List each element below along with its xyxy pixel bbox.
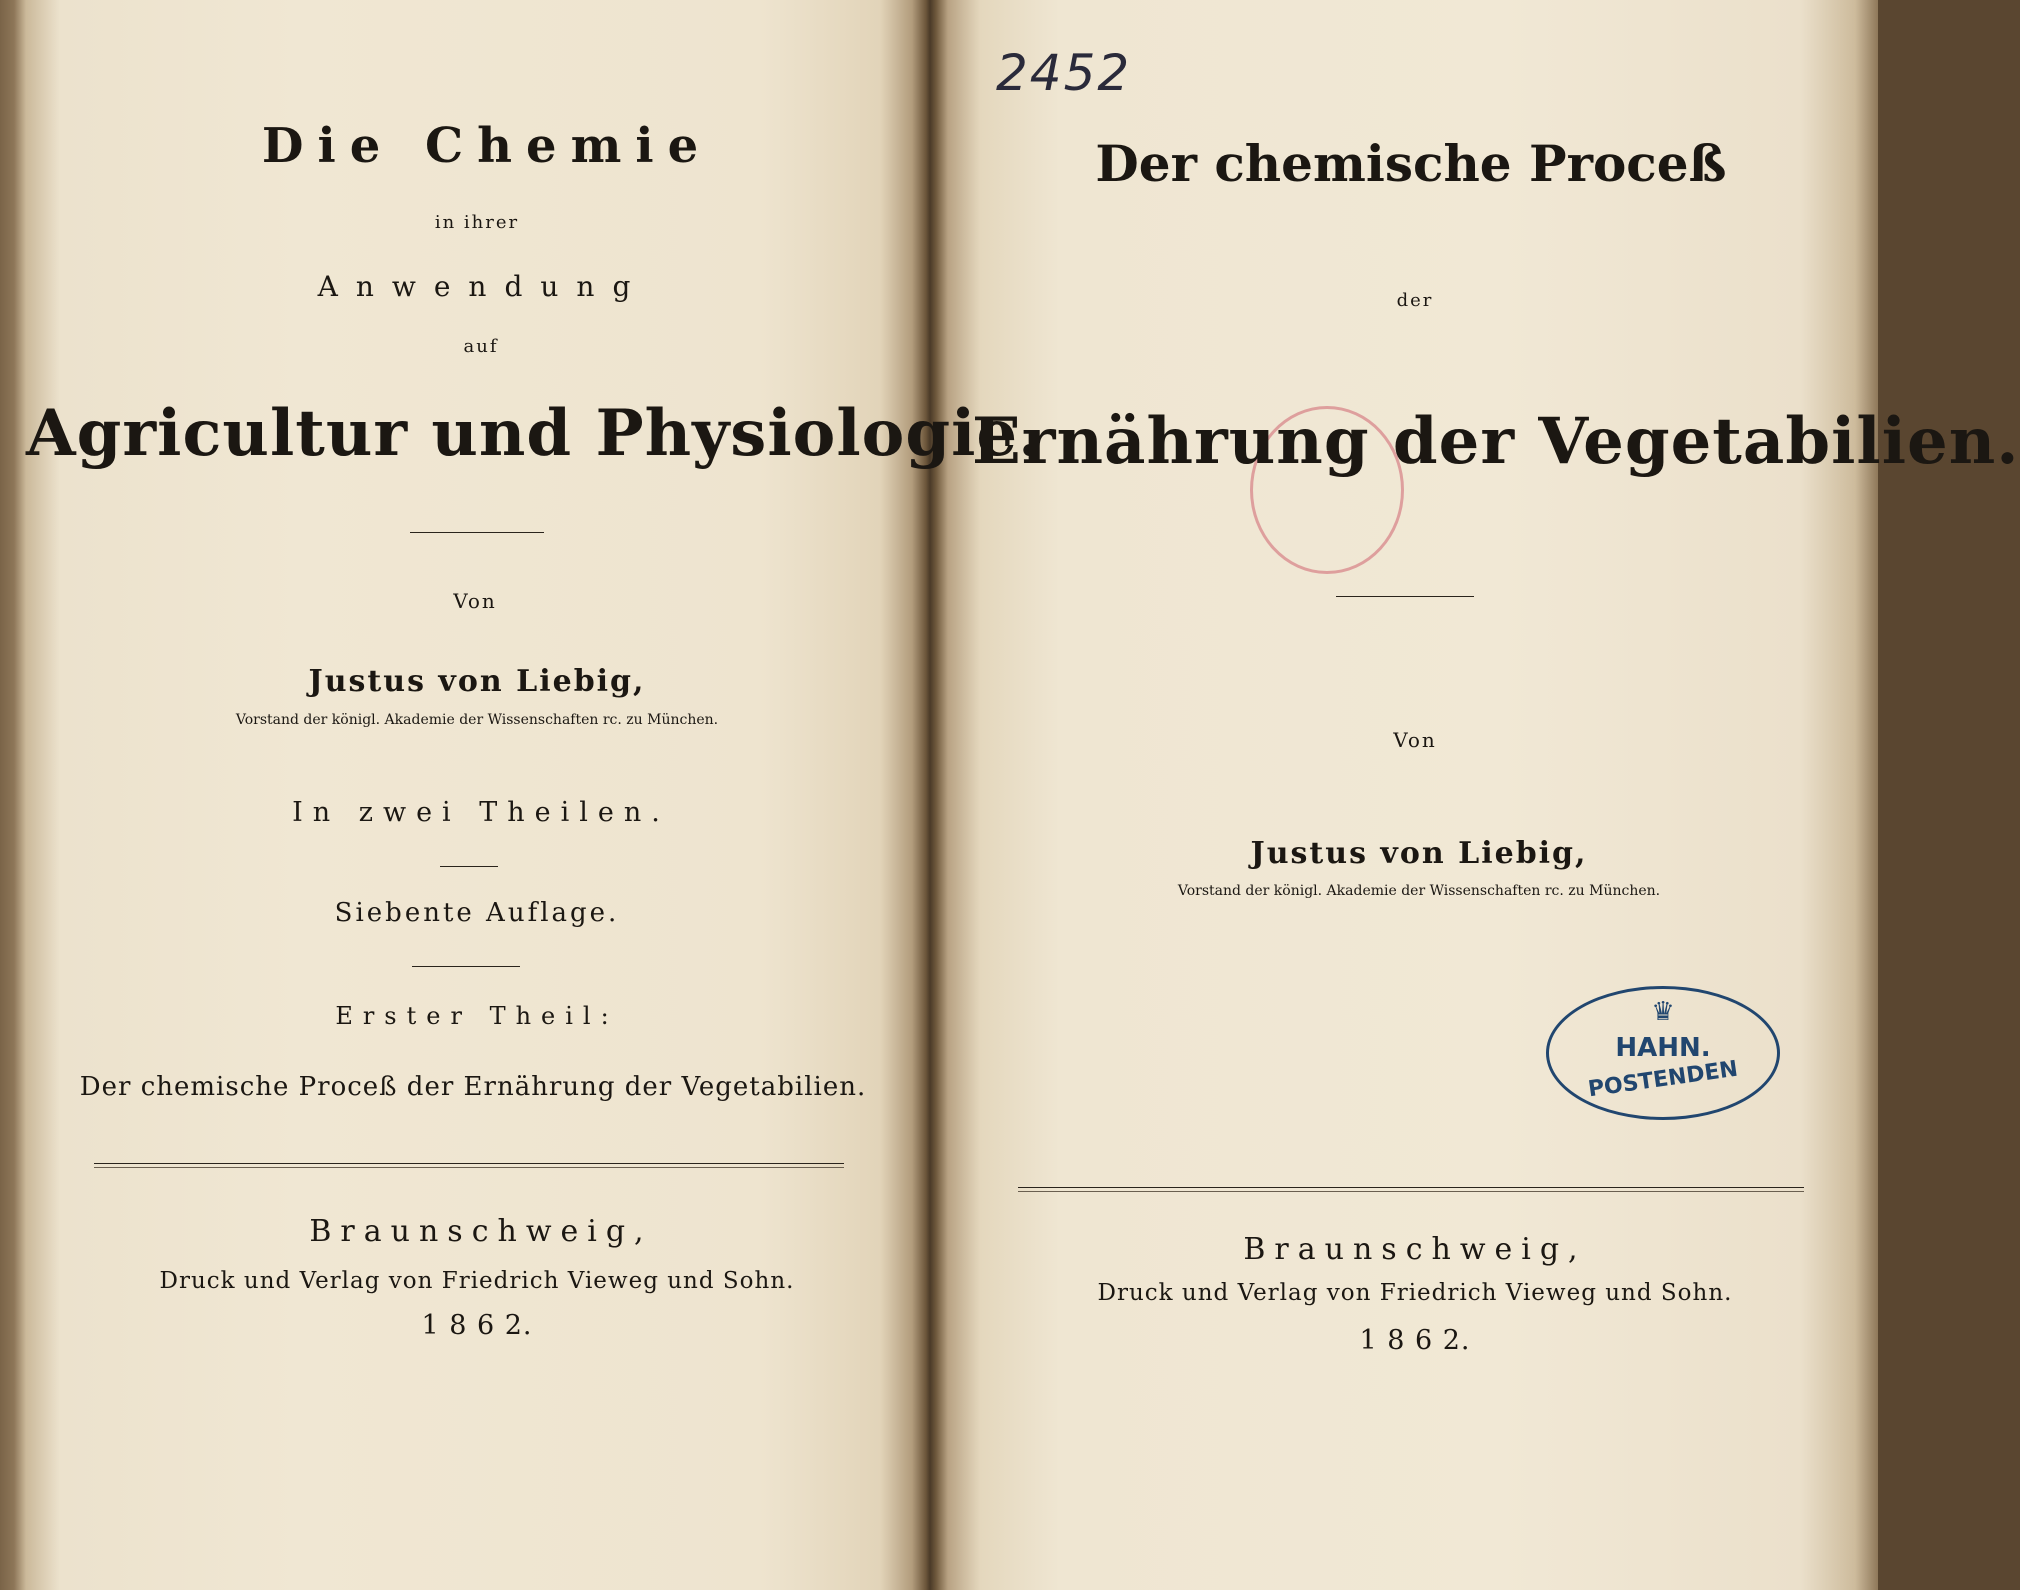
right-title-line2: Ernährung der Vegetabilien. bbox=[972, 404, 2020, 479]
right-rule-1 bbox=[1336, 596, 1474, 597]
left-subject: Agricultur und Physiologie. bbox=[26, 396, 1042, 471]
left-in-ihrer: in ihrer bbox=[434, 212, 520, 233]
crown-icon: ♛ bbox=[1651, 997, 1675, 1027]
left-parts: In zwei Theilen. bbox=[292, 797, 670, 828]
left-rule-3 bbox=[412, 966, 520, 967]
right-der: der bbox=[1396, 290, 1434, 311]
right-von: Von bbox=[1393, 728, 1437, 752]
left-rule-2 bbox=[440, 866, 498, 867]
left-publisher: Druck und Verlag von Friedrich Vieweg und Sohn. bbox=[159, 1268, 795, 1294]
left-auf: auf bbox=[463, 336, 499, 357]
left-year: 1 8 6 2. bbox=[421, 1310, 533, 1341]
left-author-title: Vorstand der königl. Akademie der Wissenschaften rc. zu München. bbox=[235, 712, 719, 728]
left-edition: Siebente Auflage. bbox=[334, 898, 620, 928]
right-double-rule bbox=[1018, 1187, 1804, 1192]
right-city: Braunschweig, bbox=[1243, 1232, 1587, 1267]
left-author: Justus von Liebig, bbox=[308, 664, 646, 699]
left-part-title: Der chemische Proceß der Ernährung der Vegetabilien. bbox=[79, 1072, 867, 1102]
stamp-line1: HAHN. bbox=[1615, 1033, 1711, 1063]
right-publisher: Druck und Verlag von Friedrich Vieweg und Sohn. bbox=[1097, 1280, 1733, 1306]
left-rule-1 bbox=[410, 532, 544, 533]
left-anwendung: Anwendung bbox=[317, 270, 649, 303]
right-author: Justus von Liebig, bbox=[1250, 836, 1588, 871]
right-page bbox=[932, 0, 2020, 1590]
stamp-line2: POSTENDEN bbox=[1586, 1056, 1740, 1103]
right-title-line1: Der chemische Proceß bbox=[1095, 134, 1727, 193]
right-author-title: Vorstand der königl. Akademie der Wissenschaften rc. zu München. bbox=[1177, 883, 1661, 899]
left-part-label: Erster Theil: bbox=[335, 1002, 619, 1030]
right-year: 1 8 6 2. bbox=[1359, 1325, 1471, 1356]
left-double-rule bbox=[94, 1163, 844, 1168]
left-city: Braunschweig, bbox=[309, 1214, 653, 1249]
left-title: Die Chemie bbox=[261, 118, 713, 174]
handwritten-number: 2452 bbox=[996, 44, 1132, 102]
left-von: Von bbox=[453, 589, 497, 613]
hahn-postenden-stamp bbox=[1546, 986, 1780, 1120]
